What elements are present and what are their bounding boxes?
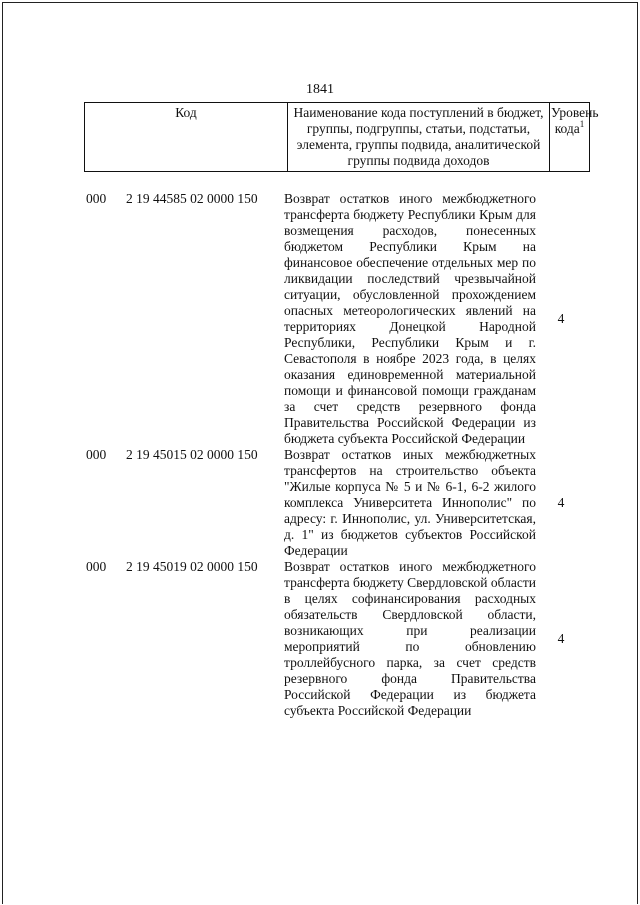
page-frame-left	[2, 2, 3, 904]
page-frame-right	[637, 2, 638, 904]
footnote-marker: 1	[579, 119, 585, 129]
table-row	[86, 559, 586, 719]
page-frame-top	[2, 2, 638, 3]
table-header	[84, 102, 599, 172]
table-row	[86, 447, 586, 559]
admin-code: 000	[86, 447, 107, 462]
income-code: 2 19 44585 02 0000 150	[126, 191, 258, 206]
code-level: 4	[557, 495, 565, 510]
page-number: 1841	[306, 82, 334, 97]
income-code: 2 19 45019 02 0000 150	[126, 559, 258, 574]
admin-code: 000	[86, 559, 107, 574]
income-code-name: Возврат остатков иных межбюджетных трансфертов на строительство объекта "Жилые корпуса № 5 и № 6-1, 6-2 жилого комплекса Университета Иннополис" по адресу: г. Иннополис, ул. Университетская, д. 1" из бюджетов субъектов Российской Федерации	[284, 447, 536, 558]
header-code: Код	[85, 103, 288, 172]
income-code-name: Возврат остатков иного межбюджетного трансферта бюджету Свердловской области в целях софинансирования расходных обязательств Свердловской области, возникающих при реализации мероприятий по обновлению троллейбусного парка, за счет средств резервного фонда Правительства Российской Федерации из бюджета субъекта Российской Федерации	[284, 559, 536, 718]
income-code-list	[86, 191, 586, 719]
income-code: 2 19 45015 02 0000 150	[126, 447, 258, 462]
income-code-name: Возврат остатков иного межбюджетного трансферта бюджету Республики Крым для возмещения расходов, понесенных бюджетом Республики Крым на финансовое обеспечение отдельных мер по ликвидации последствий чрезвычайной ситуации, обусловленной прохождением опасных метеорологических явлений на территориях Донецкой Народной Республики, Республики Крым и г. Севастополя в ноябре 2023 года, в целях оказания единовременной материальной помощи и финансовой помощи гражданам за счет средств резервного фонда Правительства Российской Федерации из бюджета субъекта Российской Федерации	[284, 191, 536, 446]
table-row	[86, 191, 586, 447]
code-level: 4	[557, 631, 565, 646]
admin-code: 000	[86, 191, 107, 206]
code-level: 4	[557, 311, 565, 326]
header-name: Наименование кода поступлений в бюджет, группы, подгруппы, статьи, подстатьи, элемента, группы подвида, аналитической группы подвида доходов	[288, 103, 550, 172]
header-level: Уровень кода$^1$	[550, 103, 590, 172]
